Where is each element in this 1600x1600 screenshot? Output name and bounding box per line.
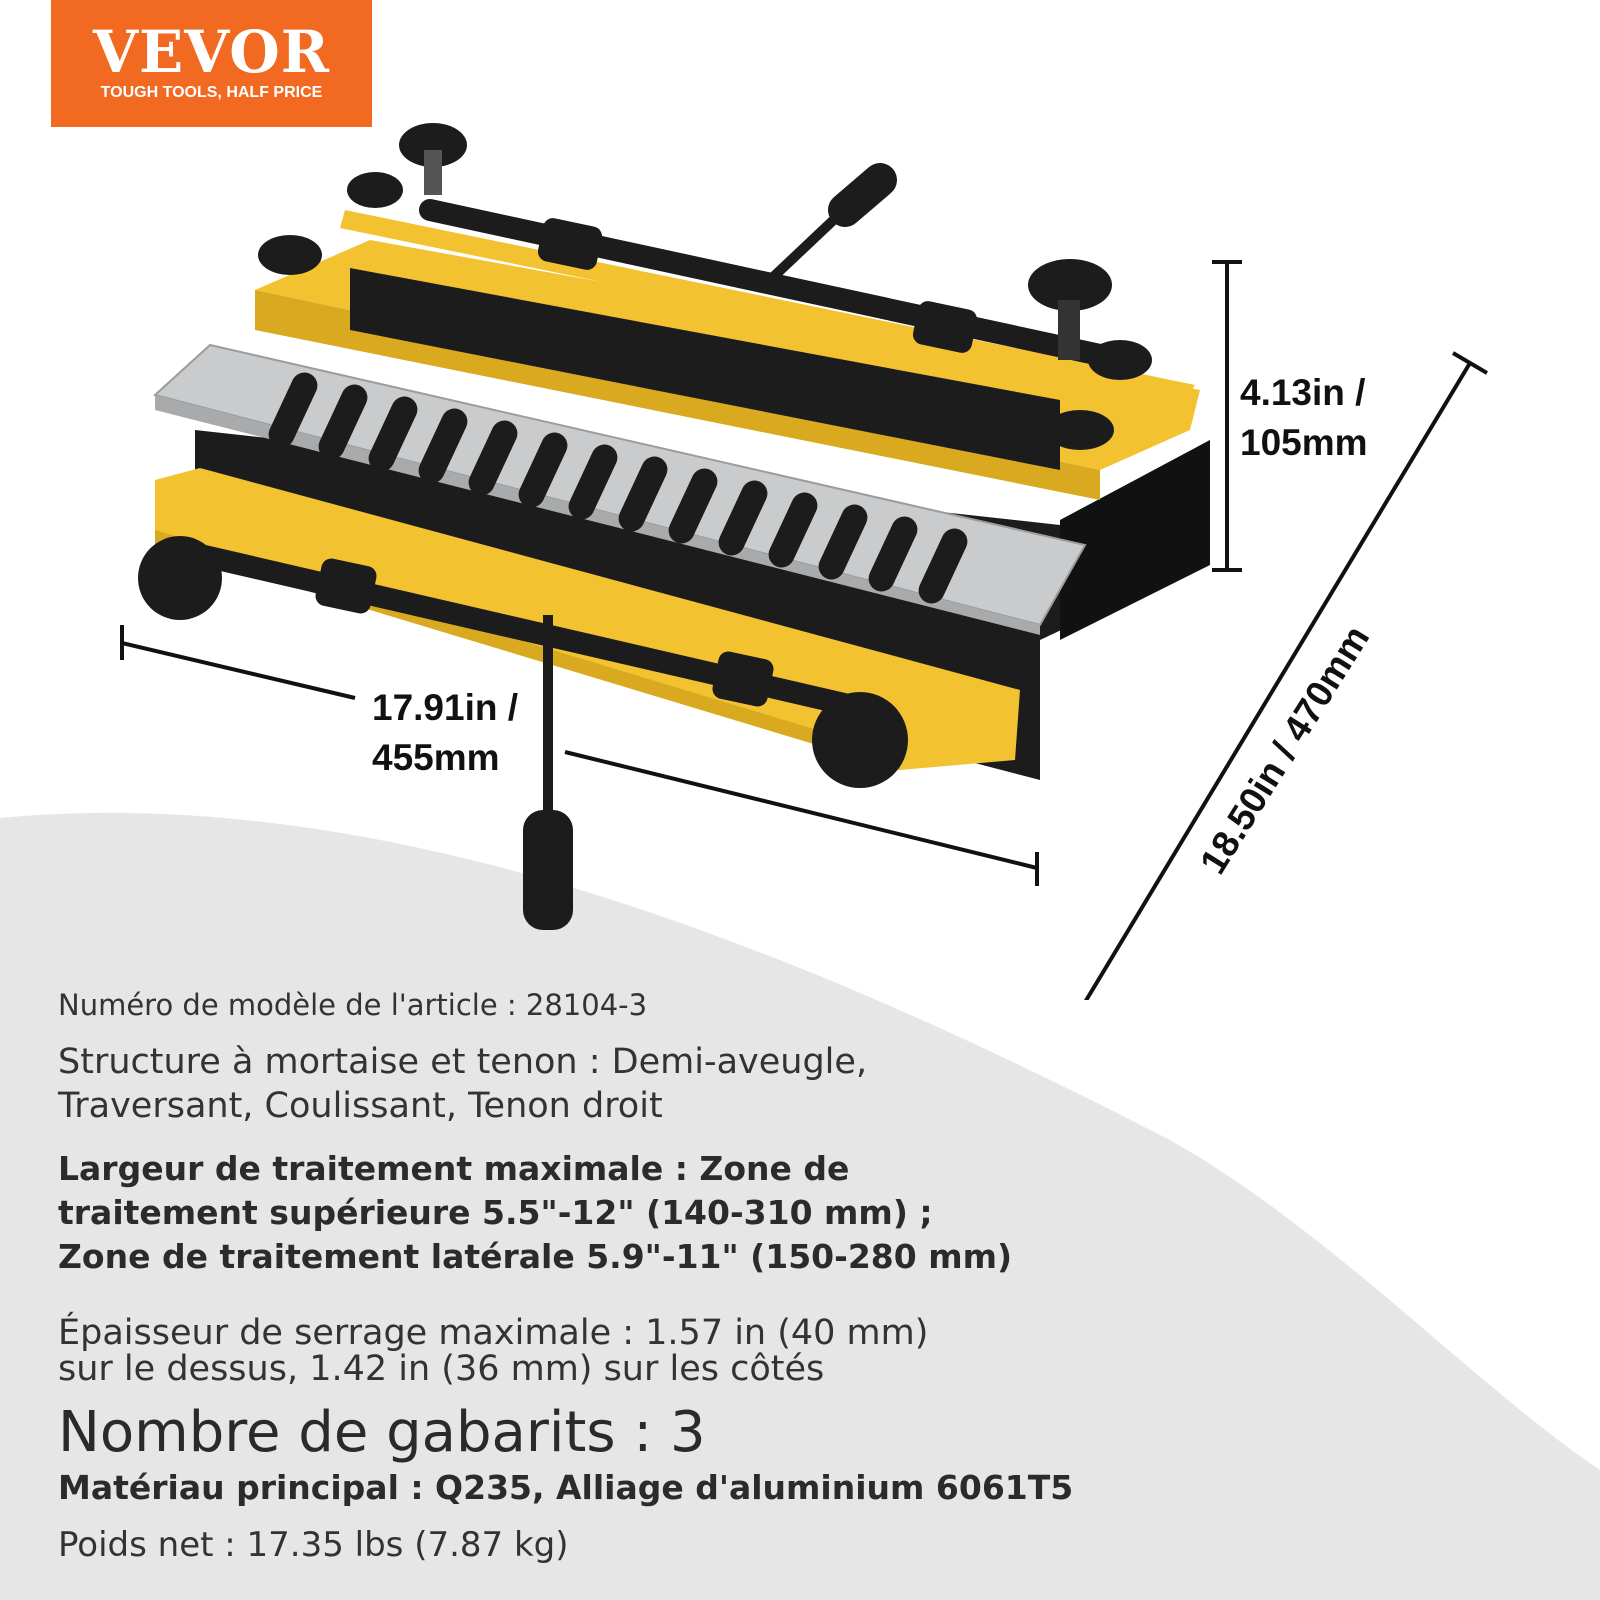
spec-template-count: Nombre de gabarits : 3 <box>58 1400 706 1465</box>
spec-model-number: Numéro de modèle de l'article : 28104-3 <box>58 988 648 1022</box>
logo-name: VEVOR <box>93 18 330 86</box>
rear-handle <box>770 180 880 280</box>
spec-clamp-thickness: Épaisseur de serrage maximale : 1.57 in (40 mm) sur le dessus, 1.42 in (36 mm) sur les côtés <box>58 1313 929 1389</box>
logo-tagline: TOUGH TOOLS, HALF PRICE <box>100 84 323 101</box>
spec-net-weight: Poids net : 17.35 lbs (7.87 kg) <box>58 1525 569 1565</box>
spec-max-width: Largeur de traitement maximale : Zone de traitement supérieure 5.5"-12" (140-310 mm) ; Zone de traitement latérale 5.9"-11" (150-280 mm) <box>58 1149 1013 1276</box>
depth-dimension-label: 18.50in / 470mm <box>1191 618 1378 881</box>
spec-material: Matériau principal : Q235, Alliage d'aluminium 6061T5 <box>58 1468 1074 1507</box>
width-dimension-label: 17.91in / 455mm <box>372 687 519 778</box>
height-dimension-label: 4.13in / 105mm <box>1240 372 1368 463</box>
height-dimension-line <box>1212 262 1242 570</box>
spec-structure: Structure à mortaise et tenon : Demi-aveugle, Traversant, Coulissant, Tenon droit <box>58 1042 868 1126</box>
